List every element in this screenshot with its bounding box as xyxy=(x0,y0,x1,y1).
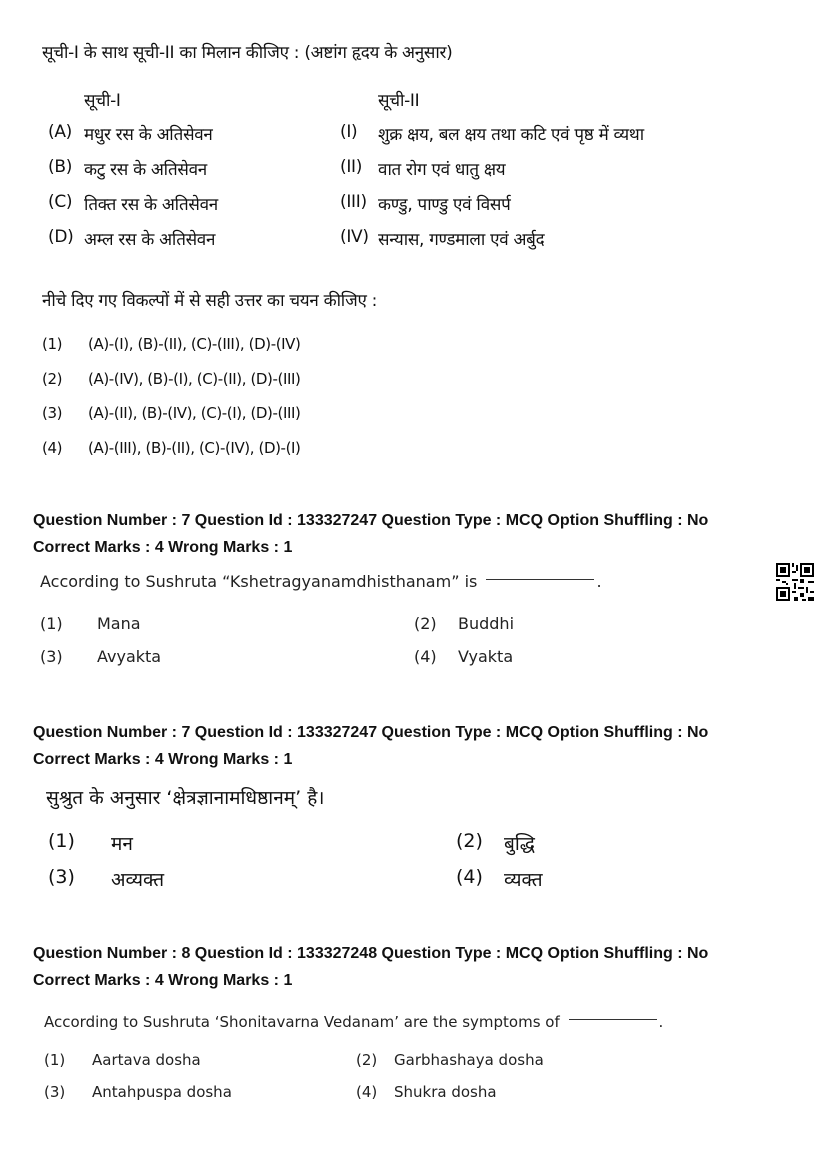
list2-key-2: (II) xyxy=(340,157,363,177)
q8-en-question: According to Sushruta ‘Shonitavarna Vedanam’ are the symptoms of . xyxy=(44,1013,664,1031)
list2-item-1: शुक्र क्षय, बल क्षय तथा कटि एवं पृष्ठ में व्यथा xyxy=(378,125,644,145)
q6-option-4[interactable]: (A)-(III), (B)-(II), (C)-(IV), (D)-(I) xyxy=(88,439,301,457)
q7-hi-option-num-1: (1) xyxy=(48,830,75,852)
q7-en-option-num-2: (2) xyxy=(414,614,437,633)
list1-key-b: (B) xyxy=(48,157,73,177)
list2-item-3: कण्डु, पाण्डु एवं विसर्प xyxy=(378,195,511,215)
list1-key-d: (D) xyxy=(48,227,74,247)
q6-option-3[interactable]: (A)-(II), (B)-(IV), (C)-(I), (D)-(III) xyxy=(88,404,301,422)
q7-hi-option-num-3: (3) xyxy=(48,866,75,888)
q8-en-header-line1: Question Number : 8 Question Id : 133327248 Question Type : MCQ Option Shuffling : No xyxy=(33,945,709,962)
q7-hi-option-num-2: (2) xyxy=(456,830,483,852)
list2-title: सूची-II xyxy=(378,91,420,111)
q7-en-option-num-4: (4) xyxy=(414,647,437,666)
q7-en-option-num-3: (3) xyxy=(40,647,63,666)
list1-title: सूची-I xyxy=(84,91,121,111)
list1-item-a: मधुर रस के अतिसेवन xyxy=(84,125,213,145)
q8-en-option-4[interactable]: Shukra dosha xyxy=(394,1083,497,1101)
q7-hi-header-line1: Question Number : 7 Question Id : 133327247 Question Type : MCQ Option Shuffling : No xyxy=(33,724,709,741)
q7-hi-option-3[interactable]: अव्यक्त xyxy=(111,869,165,891)
q7-hi-option-2[interactable]: बुद्धि xyxy=(504,833,535,855)
q6-option-num-3: (3) xyxy=(42,404,63,422)
list2-item-2: वात रोग एवं धातु क्षय xyxy=(378,160,506,180)
q8-en-option-3[interactable]: Antahpuspa dosha xyxy=(92,1083,232,1101)
qr-code-icon xyxy=(776,563,814,601)
q6-option-num-2: (2) xyxy=(42,370,63,388)
list1-key-c: (C) xyxy=(48,192,73,212)
q7-hi-option-1[interactable]: मन xyxy=(111,833,133,855)
choose-prompt: नीचे दिए गए विकल्पों में से सही उत्तर का चयन कीजिए : xyxy=(42,291,378,311)
q7-en-header-line1: Question Number : 7 Question Id : 133327247 Question Type : MCQ Option Shuffling : No xyxy=(33,512,709,529)
list2-key-4: (IV) xyxy=(340,227,369,247)
q7-en-option-1[interactable]: Mana xyxy=(97,614,141,633)
q8-en-option-num-1: (1) xyxy=(44,1051,66,1069)
q7-en-option-2[interactable]: Buddhi xyxy=(458,614,515,633)
q6-option-2[interactable]: (A)-(IV), (B)-(I), (C)-(II), (D)-(III) xyxy=(88,370,301,388)
list2-item-4: सन्यास, गण्डमाला एवं अर्बुद xyxy=(378,230,545,250)
q7-en-header-line2: Correct Marks : 4 Wrong Marks : 1 xyxy=(33,539,293,556)
list1-item-c: तिक्त रस के अतिसेवन xyxy=(84,195,218,215)
q7-en-question: According to Sushruta “Kshetragyanamdhisthanam” is . xyxy=(40,572,602,591)
list1-item-d: अम्ल रस के अतिसेवन xyxy=(84,230,216,250)
q8-en-option-1[interactable]: Aartava dosha xyxy=(92,1051,201,1069)
answer-blank xyxy=(486,579,594,580)
q6-option-num-1: (1) xyxy=(42,335,63,353)
list2-key-1: (I) xyxy=(340,122,358,142)
list1-key-a: (A) xyxy=(48,122,72,142)
q7-en-option-num-1: (1) xyxy=(40,614,63,633)
q8-en-option-num-3: (3) xyxy=(44,1083,66,1101)
q8-en-option-num-2: (2) xyxy=(356,1051,378,1069)
q7-hi-question: सुश्रुत के अनुसार ‘क्षेत्रज्ञानामधिष्ठानम्’ है। xyxy=(46,787,325,809)
q7-en-option-3[interactable]: Avyakta xyxy=(97,647,162,666)
q7-hi-option-4[interactable]: व्यक्त xyxy=(504,869,543,891)
answer-blank xyxy=(569,1019,657,1020)
q8-en-header-line2: Correct Marks : 4 Wrong Marks : 1 xyxy=(33,972,293,989)
q8-en-option-2[interactable]: Garbhashaya dosha xyxy=(394,1051,544,1069)
q7-hi-header-line2: Correct Marks : 4 Wrong Marks : 1 xyxy=(33,751,293,768)
q6-instruction: सूची-I के साथ सूची-II का मिलान कीजिए : (अष्टांग हृदय के अनुसार) xyxy=(42,43,453,63)
q8-en-option-num-4: (4) xyxy=(356,1083,378,1101)
q6-option-num-4: (4) xyxy=(42,439,63,457)
q7-en-option-4[interactable]: Vyakta xyxy=(458,647,514,666)
q7-hi-option-num-4: (4) xyxy=(456,866,483,888)
list1-item-b: कटु रस के अतिसेवन xyxy=(84,160,207,180)
q6-option-1[interactable]: (A)-(I), (B)-(II), (C)-(III), (D)-(IV) xyxy=(88,335,301,353)
list2-key-3: (III) xyxy=(340,192,367,212)
